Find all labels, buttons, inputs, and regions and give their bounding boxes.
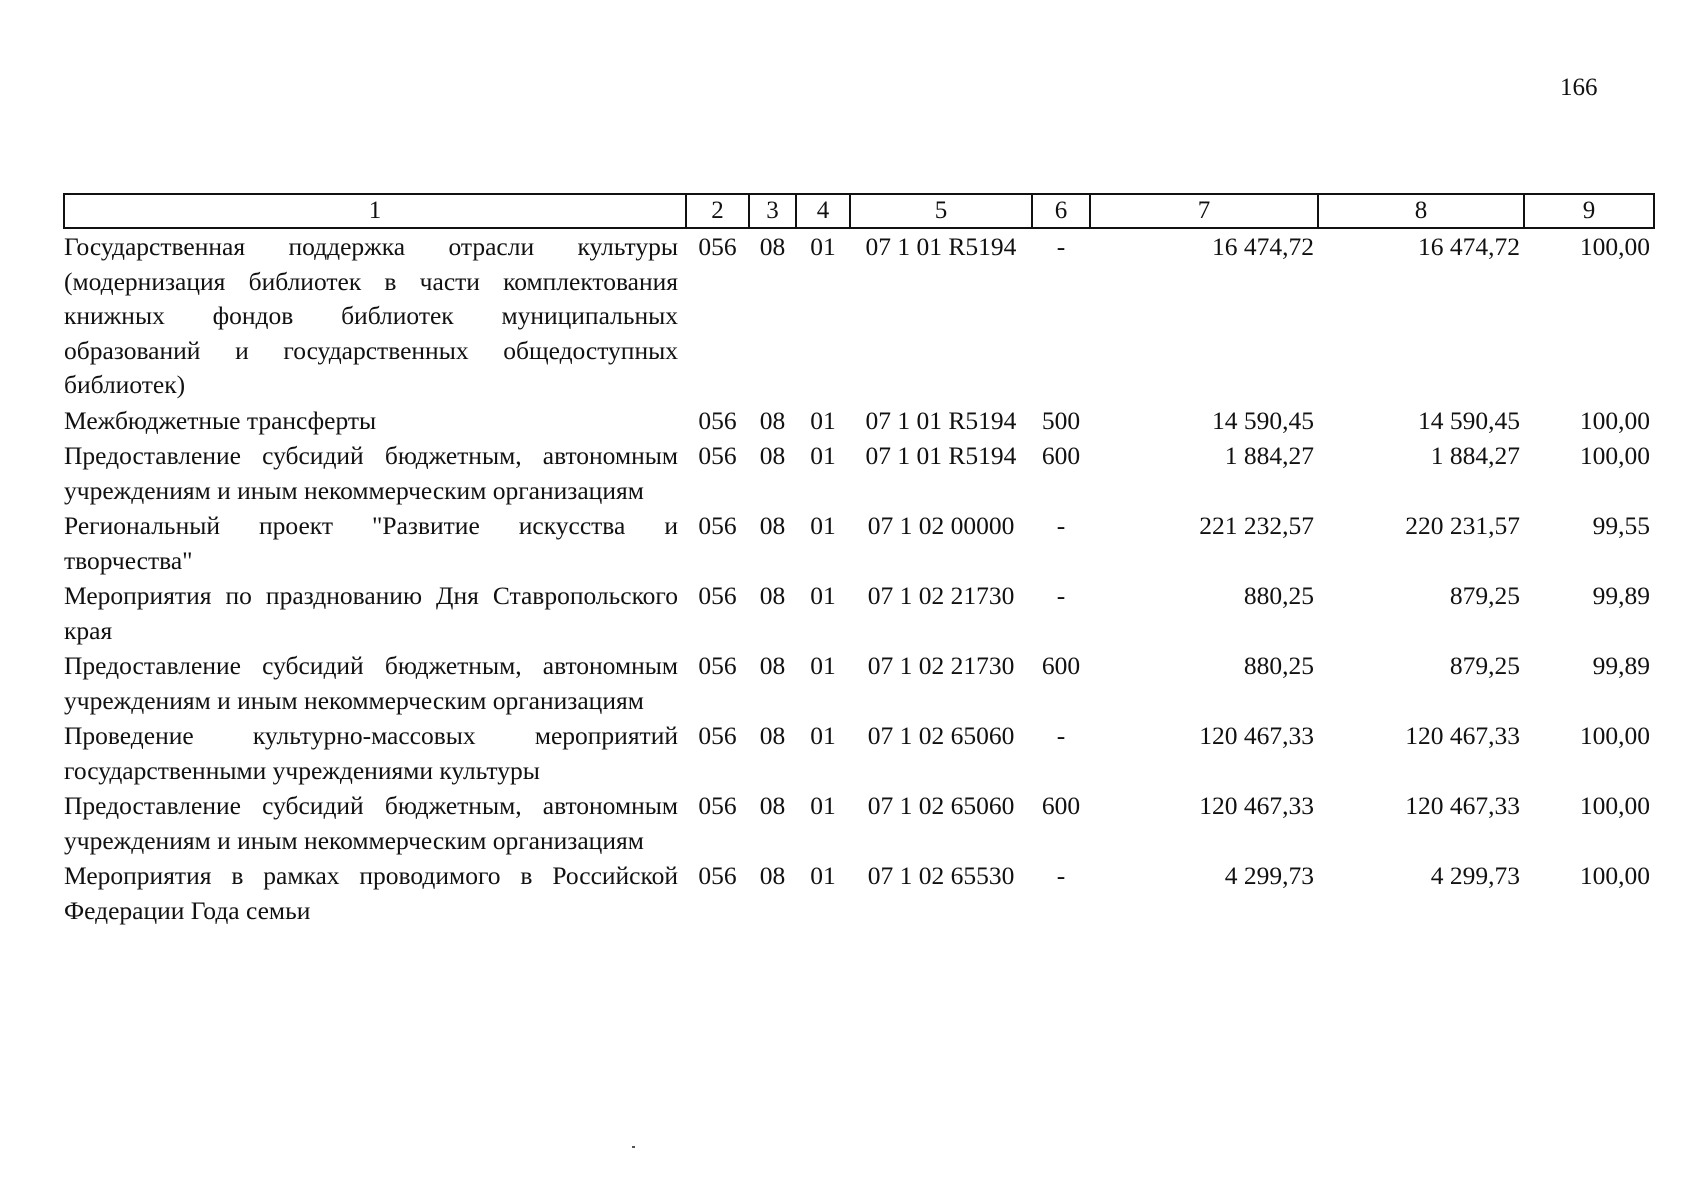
row-col8-value: 14 590,45 [1418,405,1520,435]
row-subsection-code: 01 [810,581,836,610]
row-ministry-code: 056 [698,651,737,680]
row-subsection-code: 01 [810,721,836,750]
header-col-6: 6 [1032,194,1090,228]
row-col8-value: 879,25 [1449,651,1520,680]
row-expense-type: 600 [1041,441,1081,470]
row-col8-value: 16 474,72 [1418,232,1520,261]
row-col9-value: 100,00 [1579,721,1650,750]
row-col8-value: 1 884,27 [1430,441,1520,470]
row-name: Мероприятия по празднованию Дня Ставропольского края [64,581,678,645]
row-ministry-code: 056 [698,791,737,820]
row-name: Предоставление субсидий бюджетным, автономным учреждениям и иным некоммерческим организациям [64,441,678,505]
row-expense-type: 500 [1041,405,1081,435]
table-row [64,578,1654,648]
row-col7-value: 880,25 [1243,581,1314,610]
header-col-8: 8 [1318,194,1524,228]
row-expense-type: - [1056,861,1066,890]
row-expense-type: - [1056,232,1066,261]
row-target-article: 07 1 02 65060 [867,721,1015,750]
row-subsection-code: 01 [810,405,836,435]
row-ministry-code: 056 [698,581,737,610]
row-subsection-code: 01 [810,232,836,261]
table-header-row [64,194,1654,228]
budget-table [63,193,1655,928]
row-section-code: 08 [759,791,786,820]
header-col-3: 3 [749,194,796,228]
row-name: Региональный проект "Развитие искусства и творчества" [64,511,678,575]
row-ministry-code: 056 [698,861,737,890]
row-ministry-code: 056 [698,405,737,435]
row-col8-value: 879,25 [1449,581,1520,610]
scan-speck [632,1146,635,1148]
row-section-code: 08 [759,441,786,470]
table-row [64,228,1654,403]
row-expense-type: - [1056,721,1066,750]
row-expense-type: - [1056,511,1066,540]
header-col-5: 5 [850,194,1032,228]
header-col-4: 4 [796,194,850,228]
row-expense-type: 600 [1041,651,1081,680]
row-name: Мероприятия в рамках проводимого в Российской Федерации Года семьи [64,861,678,925]
row-col7-value: 1 884,27 [1224,441,1314,470]
header-col-1: 1 [64,194,686,228]
row-section-code: 08 [759,511,786,540]
header-col-7: 7 [1090,194,1318,228]
row-col9-value: 99,89 [1592,651,1650,680]
table-row [64,858,1654,928]
row-target-article: 07 1 02 00000 [867,511,1015,540]
header-col-2: 2 [686,194,749,228]
table-row [64,403,1654,439]
row-target-article: 07 1 02 21730 [867,651,1015,680]
row-name: Проведение культурно-массовых мероприятий государственными учреждениями культуры [64,721,678,785]
row-ministry-code: 056 [698,232,737,261]
row-subsection-code: 01 [810,651,836,680]
row-section-code: 08 [759,405,786,435]
row-ministry-code: 056 [698,721,737,750]
row-col7-value: 120 467,33 [1199,791,1314,820]
row-name: Межбюджетные трансферты [64,405,377,435]
row-subsection-code: 01 [810,791,836,820]
row-target-article: 07 1 01 R5194 [865,441,1017,470]
row-col7-value: 221 232,57 [1199,511,1314,540]
header-col-9: 9 [1524,194,1654,228]
table-row [64,508,1654,578]
row-col9-value: 100,00 [1579,861,1650,890]
row-subsection-code: 01 [810,511,836,540]
row-section-code: 08 [759,232,786,261]
row-section-code: 08 [759,861,786,890]
row-ministry-code: 056 [698,511,737,540]
row-target-article: 07 1 01 R5194 [865,405,1017,435]
row-ministry-code: 056 [698,441,737,470]
row-col7-value: 14 590,45 [1212,405,1314,435]
row-col7-value: 16 474,72 [1212,232,1314,261]
row-col8-value: 120 467,33 [1405,791,1520,820]
row-subsection-code: 01 [810,861,836,890]
row-col9-value: 99,55 [1592,511,1650,540]
row-name: Предоставление субсидий бюджетным, автономным учреждениям и иным некоммерческим организациям [64,791,678,855]
row-name: Предоставление субсидий бюджетным, автономным учреждениям и иным некоммерческим организациям [64,651,678,715]
row-col9-value: 99,89 [1592,581,1650,610]
table-row [64,788,1654,858]
page-number: 166 [1560,74,1598,101]
row-col9-value: 100,00 [1579,405,1650,435]
table-row [64,648,1654,718]
row-section-code: 08 [759,651,786,680]
row-target-article: 07 1 02 65530 [867,861,1015,890]
row-target-article: 07 1 02 65060 [867,791,1015,820]
row-col7-value: 120 467,33 [1199,721,1314,750]
row-subsection-code: 01 [810,441,836,470]
row-col9-value: 100,00 [1579,791,1650,820]
row-target-article: 07 1 01 R5194 [865,232,1017,261]
row-expense-type: 600 [1041,791,1081,820]
table-row [64,438,1654,508]
row-section-code: 08 [759,581,786,610]
row-section-code: 08 [759,721,786,750]
row-col8-value: 4 299,73 [1430,861,1520,890]
row-target-article: 07 1 02 21730 [867,581,1015,610]
row-col9-value: 100,00 [1579,441,1650,470]
row-col8-value: 220 231,57 [1405,511,1520,540]
row-col9-value: 100,00 [1579,232,1650,261]
row-col7-value: 880,25 [1243,651,1314,680]
row-col7-value: 4 299,73 [1224,861,1314,890]
row-col8-value: 120 467,33 [1405,721,1520,750]
row-name: Государственная поддержка отрасли культуры (модернизация библиотек в части комплектования книжных фондов библиотек муниципальных образований и государственных общедоступных библиотек) [64,232,678,399]
row-expense-type: - [1056,581,1066,610]
table-row [64,718,1654,788]
